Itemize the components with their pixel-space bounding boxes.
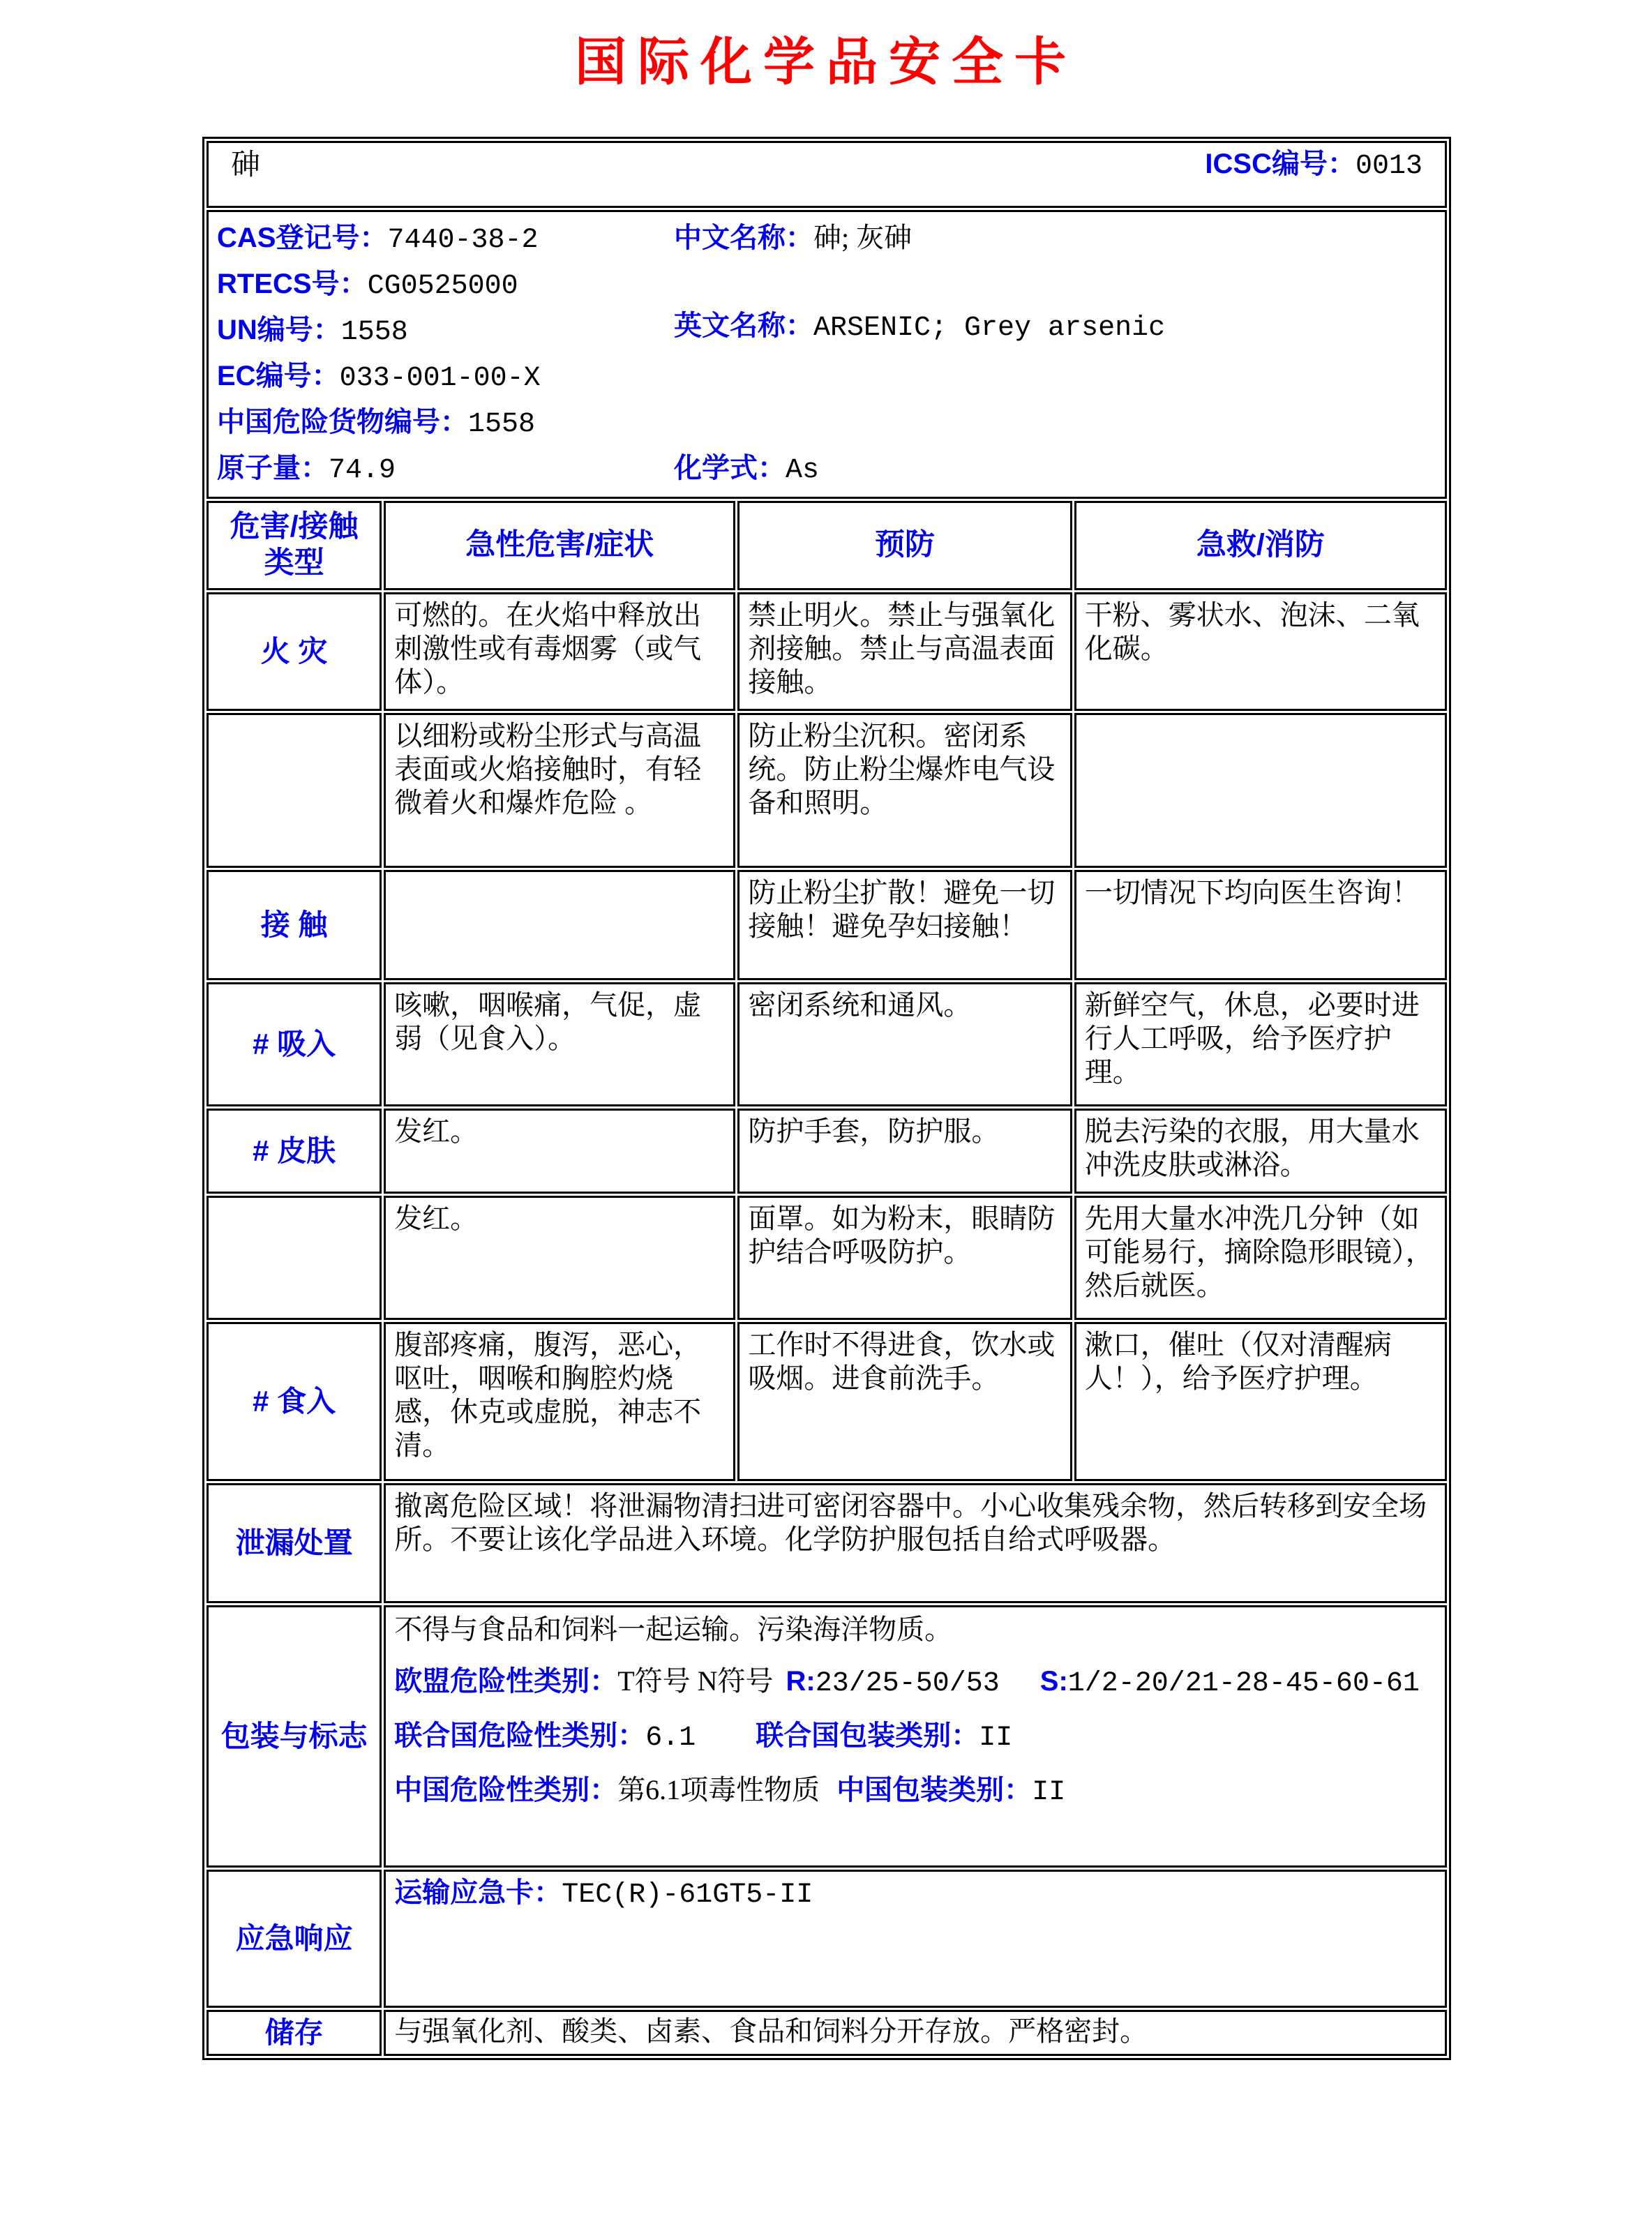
- fire-symptoms: 可燃的。在火焰中释放出刺激性或有毒烟雾（或气体）。: [384, 592, 735, 711]
- skin-firstaid: 脱去污染的衣服，用大量水冲洗皮肤或淋浴。: [1074, 1109, 1447, 1194]
- chinese-name-label: 中文名称：: [674, 223, 813, 253]
- header-prevention: 预防: [737, 501, 1072, 590]
- table-row-explosion: [206, 713, 1447, 868]
- row-label-spill-disposal: 泄漏处置: [206, 1483, 382, 1603]
- ingestion-symptoms: 腹部疼痛，腹泻，恶心，呕吐，咽喉和胸腔灼烧感，休克或虚脱，神志不清。: [384, 1322, 735, 1481]
- formula-label: 化学式：: [674, 453, 786, 483]
- un-class-value: 6.1: [645, 1722, 696, 1754]
- fire-prevention: 禁止明火。禁止与强氧化剂接触。禁止与高温表面接触。: [737, 592, 1072, 711]
- header-acute-hazards: 急性危害/症状: [384, 501, 735, 590]
- table-row-eyes: [206, 1196, 1447, 1320]
- cas-value: 7440-38-2: [387, 225, 539, 256]
- icsc-label: ICSC编号：: [1205, 149, 1356, 179]
- transport-emergency-card-value: TEC(R)-61GT5-II: [562, 1879, 813, 1911]
- exposure-prevention: 防止粉尘扩散！避免一切接触！避免孕妇接触！: [737, 870, 1072, 980]
- un-label: UN编号：: [217, 315, 341, 345]
- atomic-mass-label: 原子量：: [217, 453, 329, 483]
- inhalation-prevention: 密闭系统和通风。: [737, 982, 1072, 1106]
- table-row-storage: [206, 2010, 1447, 2056]
- cn-pack-value: II: [1032, 1777, 1066, 1808]
- row-label-eyes: [206, 1196, 382, 1320]
- explosion-symptoms: 以细粉或粉尘形式与高温表面或火焰接触时，有轻微着火和爆炸危险 。: [384, 713, 735, 868]
- chinese-name-line: [674, 216, 1436, 260]
- row-label-explosion: [206, 713, 382, 868]
- rtecs-label: RTECS号：: [217, 269, 368, 299]
- table-row-emergency-response: [206, 1870, 1447, 2008]
- skin-symptoms: 发红。: [384, 1109, 735, 1194]
- r-phrases-label: R:: [786, 1666, 816, 1697]
- atomic-mass-line: [217, 446, 674, 493]
- page-title: 国际化学品安全卡: [575, 34, 1077, 91]
- ec-value: 033-001-00-X: [339, 363, 541, 394]
- icsc-table: [204, 139, 1449, 2058]
- row-label-skin: # 皮肤: [206, 1109, 382, 1194]
- english-name-value: ARSENIC; Grey arsenic: [813, 313, 1166, 344]
- china-dg-value: 1558: [468, 409, 536, 440]
- un-pack-value: II: [979, 1722, 1013, 1754]
- un-value: 1558: [340, 317, 408, 348]
- packaging-transport-note: 不得与食品和饲料一起运输。污染海洋物质。: [394, 1614, 953, 1645]
- eyes-prevention: 面罩。如为粉末，眼睛防护结合呼吸防护。: [737, 1196, 1072, 1320]
- packaging-eu-classification-line: [394, 1665, 1436, 1701]
- identification-left-column: [217, 216, 674, 493]
- rtecs-number-line: [217, 262, 674, 308]
- english-name-label: 英文名称：: [674, 310, 813, 341]
- row-label-emergency-response: 应急响应: [206, 1870, 382, 2008]
- identification-cell: [206, 210, 1447, 499]
- transport-emergency-card-label: 运输应急卡：: [394, 1877, 562, 1908]
- exposure-firstaid: 一切情况下均向医生咨询！: [1074, 870, 1447, 980]
- eu-class-label: 欧盟危险性类别：: [394, 1666, 618, 1697]
- explosion-prevention: 防止粉尘沉积。密闭系统。防止粉尘爆炸电气设备和照明。: [737, 713, 1072, 868]
- skin-prevention: 防护手套，防护服。: [737, 1109, 1072, 1194]
- packaging-cn-classification-line: [394, 1773, 1436, 1810]
- ec-number-line: [217, 354, 674, 400]
- inhalation-symptoms: 咳嗽，咽喉痛，气促，虚弱（见食入）。: [384, 982, 735, 1106]
- spill-disposal-content: 撤离危险区域！将泄漏物清扫进可密闭容器中。小心收集残余物，然后转移到安全场所。不要让该化学品进入环境。化学防护服包括自给式呼吸器。: [384, 1483, 1447, 1603]
- table-row-spill-disposal: [206, 1483, 1447, 1603]
- header-hazard-type: 危害/接触类型: [206, 501, 382, 590]
- row-label-inhalation: # 吸入: [206, 982, 382, 1106]
- atomic-mass-value: 74.9: [329, 455, 396, 486]
- table-row-ingestion: [206, 1322, 1447, 1481]
- identification-right-column: [674, 216, 1436, 493]
- icsc-number-group: [1205, 147, 1422, 183]
- explosion-firstaid: [1074, 713, 1447, 868]
- eu-class-symbols: T符号 N符号: [617, 1665, 774, 1697]
- s-phrases-label: S:: [1039, 1666, 1068, 1697]
- inhalation-firstaid: 新鲜空气，休息，必要时进行人工呼吸，给予医疗护理。: [1074, 982, 1447, 1106]
- un-pack-label: 联合国包装类别：: [756, 1720, 979, 1751]
- safety-card: [202, 137, 1451, 2060]
- cn-class-label: 中国危险性类别：: [394, 1775, 618, 1805]
- un-number-line: [217, 308, 674, 354]
- substance-name: 砷: [231, 149, 261, 181]
- card-title-cell: [206, 141, 1447, 208]
- storage-content: 与强氧化剂、酸类、卤素、食品和饲料分开存放。严格密封。: [384, 2010, 1447, 2056]
- eyes-symptoms: 发红。: [384, 1196, 735, 1320]
- formula-line: [674, 446, 1436, 493]
- table-row-skin: [206, 1109, 1447, 1194]
- header-firstaid-firefighting: 急救/消防: [1074, 501, 1447, 590]
- packaging-un-classification-line: [394, 1719, 1436, 1755]
- table-row-inhalation: [206, 982, 1447, 1106]
- hazard-header-row: [206, 501, 1447, 590]
- cas-label: CAS登记号：: [217, 223, 388, 253]
- eyes-firstaid: 先用大量水冲洗几分钟（如可能易行，摘除隐形眼镜），然后就医。: [1074, 1196, 1447, 1320]
- formula-value: As: [786, 455, 820, 486]
- s-phrases-value: 1/2-20/21-28-45-60-61: [1067, 1668, 1420, 1699]
- identification-row: [206, 210, 1447, 499]
- row-label-ingestion: # 食入: [206, 1322, 382, 1481]
- r-phrases-value: 23/25-50/53: [815, 1668, 1000, 1699]
- chinese-name-value: 砷; 灰砷: [813, 222, 913, 253]
- row-label-exposure: 接 触: [206, 870, 382, 980]
- table-row-fire: [206, 592, 1447, 711]
- cn-class-value: 第6.1项毒性物质: [617, 1774, 820, 1805]
- exposure-symptoms: [384, 870, 735, 980]
- fire-firstaid: 干粉、雾状水、泡沫、二氧化碳。: [1074, 592, 1447, 711]
- row-label-packaging: 包装与标志: [206, 1605, 382, 1868]
- card-title-row: [206, 141, 1447, 208]
- china-dg-label: 中国危险货物编号：: [217, 407, 468, 437]
- row-label-storage: 储存: [206, 2010, 382, 2056]
- ingestion-firstaid: 漱口，催吐（仅对清醒病人！），给予医疗护理。: [1074, 1322, 1447, 1481]
- ec-label: EC编号：: [217, 361, 340, 391]
- english-name-line: [674, 304, 1436, 350]
- table-row-packaging-labelling: [206, 1605, 1447, 1868]
- packaging-content: [384, 1605, 1447, 1868]
- rtecs-value: CG0525000: [367, 271, 518, 302]
- un-class-label: 联合国危险性类别：: [394, 1720, 646, 1751]
- icsc-number: 0013: [1355, 151, 1422, 182]
- row-label-fire: 火 灾: [206, 592, 382, 711]
- ingestion-prevention: 工作时不得进食，饮水或吸烟。进食前洗手。: [737, 1322, 1072, 1481]
- emergency-response-content: [384, 1870, 1447, 2008]
- cas-number-line: [217, 216, 674, 262]
- cn-pack-label: 中国包装类别：: [836, 1775, 1032, 1805]
- china-dg-number-line: [217, 400, 674, 446]
- table-row-exposure: [206, 870, 1447, 980]
